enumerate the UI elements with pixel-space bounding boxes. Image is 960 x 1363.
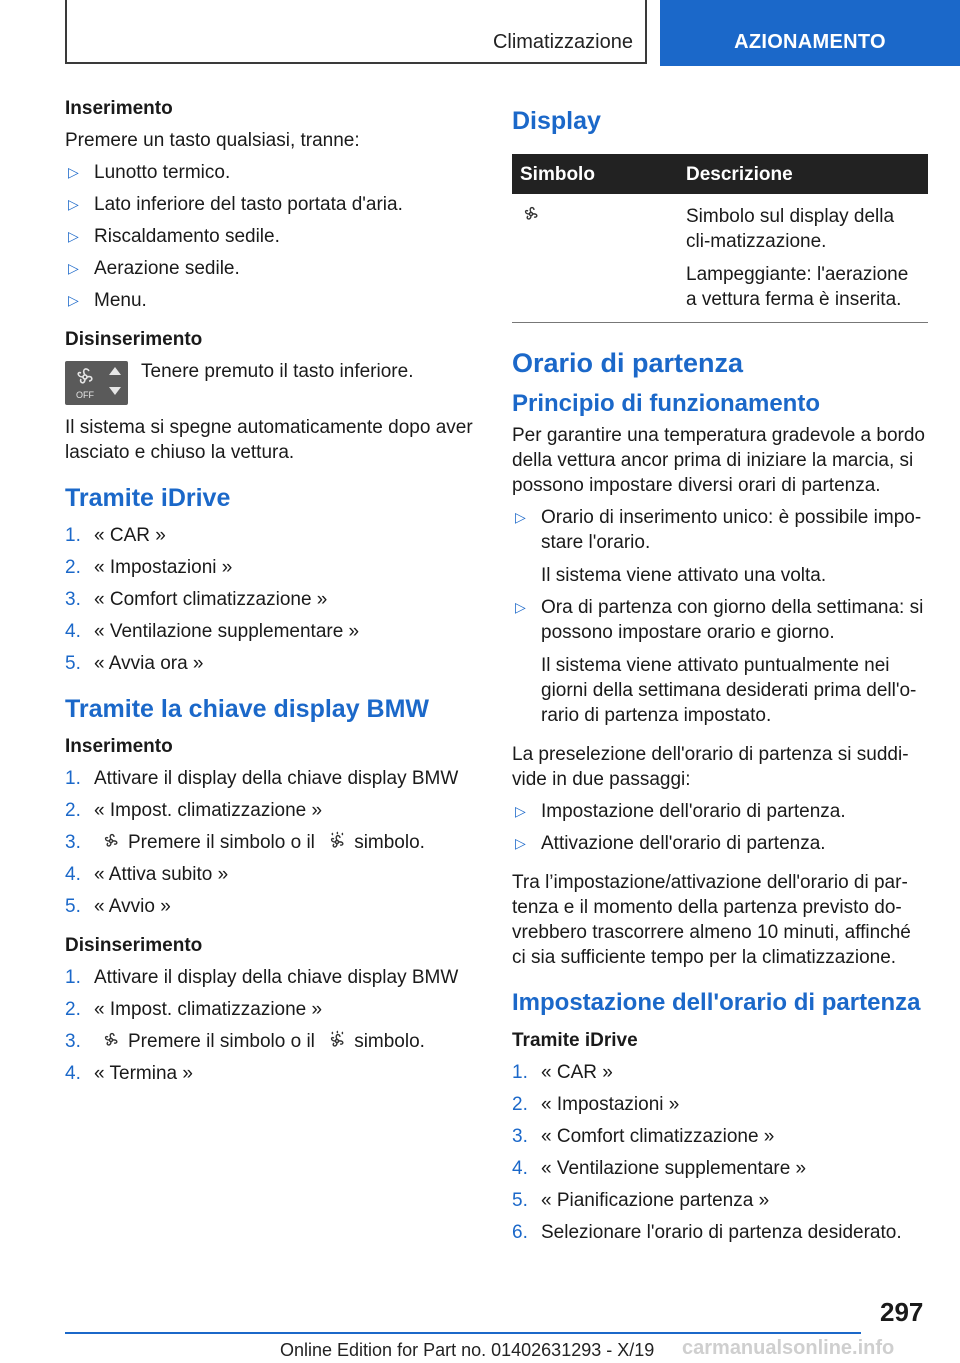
fan-key-row [65,359,475,407]
list-triangle-marker: ▷ [515,509,526,525]
list-item: 4. « Ventilazione supplementare » [65,621,360,642]
kd-inserimento-title: Inserimento [65,736,173,757]
list-item: 2. « Impostazioni » [512,1094,680,1115]
disinserimento-title: Disinserimento [65,329,203,350]
table-header-description: Descrizione [678,154,928,194]
triangle-down-icon [109,387,121,395]
list-item: ▷ Aerazione sedile. [68,258,240,279]
header-tab [660,0,960,66]
fan-icon [100,1030,122,1050]
table-header-row [512,154,928,194]
list-item: ▷ Ora di partenza con giorno della settimana: si possono impostare orario e giorno. Il sistema viene attivato puntualmente nei giorni della settimana desiderati prima dell'o-rario di partenza impostato. [515,597,924,726]
page-number: 297 [880,1297,924,1327]
list-triangle-marker: ▷ [68,164,79,180]
interval-text: Tra l’impostazione/attivazione dell'orario di par-tenza e il momento della partenza previsto do-vrebbero trascorrere almeno 10 minuti, affinché ci sia sufficiente tempo per la climatizzazione. [512,872,911,968]
idrive-steps [65,523,475,676]
list-triangle-marker: ▷ [68,292,79,308]
list-item: 1. « CAR » [65,525,166,546]
fan-heat-icon [326,831,348,851]
edition-text: Online Edition for Part no. 01402631293 - X/19 [280,1340,655,1360]
list-item: ▷ Lato inferiore del tasto portata d'aria. [68,194,403,215]
inserimento-title: Inserimento [65,98,173,119]
kd-disinserimento-title: Disinserimento [65,935,203,956]
left-column [65,96,475,1100]
list-item: 5. « Avvia ora » [65,653,204,674]
list-item: 1. Attivare il display della chiave display BMW [65,967,459,988]
kd-inserimento-steps [65,766,475,919]
symbol-table [512,154,928,323]
footer-divider [65,1332,861,1334]
impostazione-heading: Impostazione dell'orario di partenza [512,989,921,1016]
fan-icon [100,831,122,851]
right-idrive-title: Tramite iDrive [512,1030,638,1051]
list-item: 3. Premere il simbolo o il simbolo. [65,1031,425,1052]
list-item: ▷ Attivazione dell'orario di partenza. [515,833,826,854]
list-item: 4. « Termina » [65,1063,193,1084]
triangle-up-icon [109,367,121,375]
table-cell-symbol [512,194,678,323]
watermark: carmanualsonline.info [682,1337,895,1359]
key-display-heading: Tramite la chiave display BMW [65,695,430,723]
principio-heading: Principio di funzionamento [512,390,820,417]
list-item: 1. Attivare il display della chiave display BMW [65,768,459,789]
list-triangle-marker: ▷ [68,196,79,212]
inserimento-list [65,160,475,313]
list-item: 4. « Ventilazione supplementare » [512,1158,807,1179]
options-list [512,505,928,728]
table-header-symbol: Simbolo [512,154,678,194]
list-item: 3. « Comfort climatizzazione » [512,1126,775,1147]
list-item: ▷ Lunotto termico. [68,162,231,183]
preselection-text: La preselezione dell'orario di partenza si suddi-vide in due passaggi: [512,744,909,790]
list-item: 3. « Comfort climatizzazione » [65,589,328,610]
list-item: 5. « Pianificazione partenza » [512,1190,770,1211]
tab-label: AZIONAMENTO [734,31,886,53]
right-column [512,96,928,1259]
inserimento-intro: Premere un tasto qualsiasi, tranne: [65,130,360,151]
list-item: 2. « Impost. climatizzazione » [65,999,323,1020]
list-item: 6. Selezionare l'orario di partenza desiderato. [512,1222,902,1243]
table-cell-description: Simbolo sul display della cli-matizzazione. Lampeggiante: l'aerazione a vettura ferma è inserita. [678,194,928,323]
display-heading: Display [512,107,601,135]
right-idrive-steps [512,1060,928,1245]
list-triangle-marker: ▷ [68,228,79,244]
list-item: ▷ Impostazione dell'orario di partenza. [515,801,846,822]
list-item: 2. « Impost. climatizzazione » [65,800,323,821]
idrive-heading: Tramite iDrive [65,484,231,512]
kd-disinserimento-steps [65,965,475,1086]
key-instruction: Tenere premuto il tasto inferiore. [141,361,414,382]
list-item: 3. Premere il simbolo o il simbolo. [65,832,425,853]
list-item: 5. « Avvio » [65,896,171,917]
header-section-box [65,0,647,64]
principio-text: Per garantire una temperatura gradevole a bordo della vettura ancor prima di iniziare la marcia, si possono impostare diversi orari di partenza. [512,425,925,496]
key-label: OFF [76,390,94,400]
list-triangle-marker: ▷ [68,260,79,276]
fan-icon [65,361,128,405]
list-item: 4. « Attiva subito » [65,864,229,885]
table-row [512,194,928,323]
fan-key-image [65,361,128,405]
list-item: ▷ Menu. [68,290,147,311]
list-item: ▷ Riscaldamento sedile. [68,226,280,247]
list-triangle-marker: ▷ [515,835,526,851]
orario-heading: Orario di partenza [512,348,744,378]
list-item: ▷ Orario di inserimento unico: è possibile impo-stare l'orario. Il sistema viene attivato una volta. [515,507,922,586]
list-item: 2. « Impostazioni » [65,557,233,578]
list-triangle-marker: ▷ [515,599,526,615]
auto-off-text: Il sistema si spegne automaticamente dopo aver lasciato e chiuso la vettura. [65,417,473,463]
section-title: Climatizzazione [492,31,633,53]
fan-heat-icon [326,1030,348,1050]
steps-list [512,799,928,856]
fan-alt-icon [520,204,542,224]
list-item: 1. « CAR » [512,1062,613,1083]
list-triangle-marker: ▷ [515,803,526,819]
